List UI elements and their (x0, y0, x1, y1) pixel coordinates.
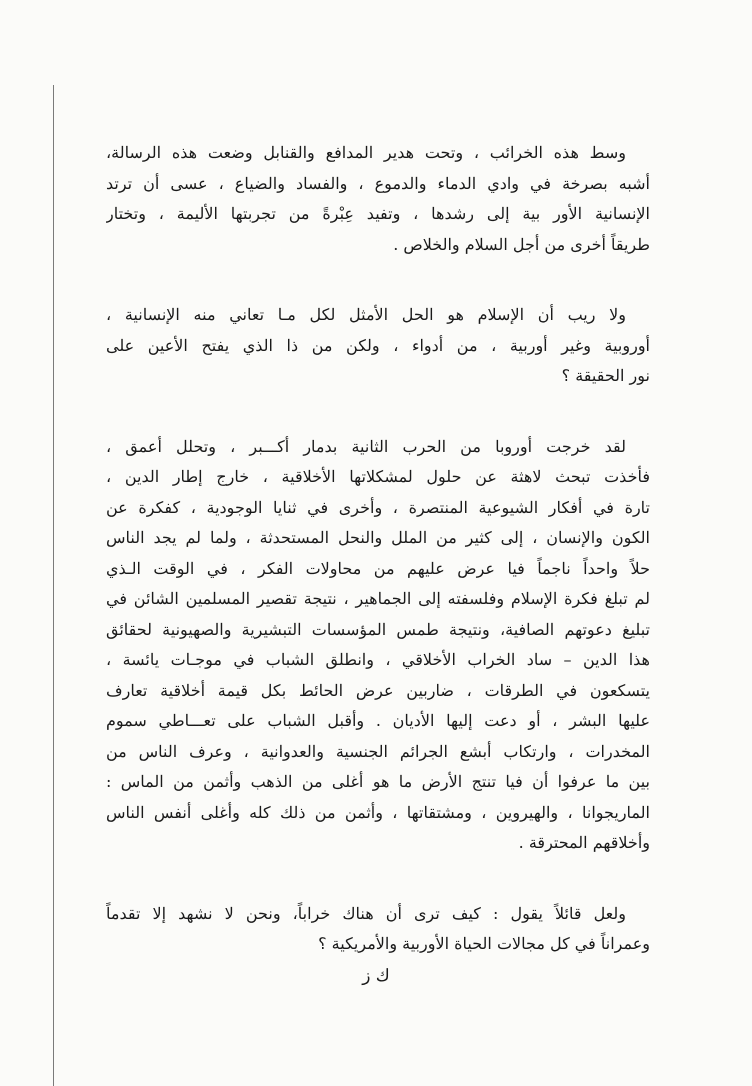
text-line: أوروبية وغير أوربية ، من أدواء ، ولكن من ذا الذي يفتح الأعين على (106, 335, 650, 355)
text-line: تارة في أفكار الشيوعية المنتصرة ، وأخرى في ثنايا الوجودية ، كفكرة عن (106, 497, 650, 517)
text-line: طريقاً أخرى من أجل السلام والخلاص . (393, 234, 650, 254)
text-line: نور الحقيقة ؟ (561, 366, 650, 385)
text-line: ولا ريب أن الإسلام هو الحل الأمثل لكل مـا تعاني منه الإنسانية ، (106, 305, 626, 324)
text-line: وعمراناً في كل مجالات الحياة الأوربية والأمريكية ؟ (318, 934, 650, 953)
text-line: فأخذت تبحث لاهثة عن حلول لمشكلاتها الأخلاقية ، خارج إطار الدين ، (106, 467, 650, 486)
paragraph-3 (106, 432, 650, 859)
text-line: المخدرات ، وارتكاب أبشع الجرائم الجنسية والعدوانية ، وعرف الناس من (106, 741, 650, 761)
text-line: تبليغ دعوتهم الصافية، ونتيجة طمس المؤسسات التبشيرية والصهيونية لحقائق (106, 619, 650, 639)
text-line: الإنسانية الأور بية إلى رشدها ، وتفيد عِبْرةً من تجربتها الأليمة ، وتختار (106, 204, 650, 223)
text-line: أشبه بصرخة في وادي الدماء والدموع ، والفساد والضياع ، عسى أن ترتد (106, 173, 650, 193)
paragraph-1 (106, 138, 650, 260)
paragraph-4 (106, 899, 650, 960)
text-line: وسط هذه الخرائب ، وتحت هدير المدافع والقنابل وضعت هذه الرسالة، (106, 143, 626, 162)
text-line: عليها البشر ، أو دعت إليها الأديان . وأقبل الشباب على تعـــاطي سموم (106, 711, 650, 730)
text-line: الماريجوانا ، والهيروين ، ومشتقاتها ، وأثمن من ذلك كله وأغلى أنفس الناس (106, 802, 650, 822)
text-line: لقد خرجت أوروبا من الحرب الثانية بدمار أكـــبر ، وتحلل أعمق ، (106, 436, 626, 456)
text-line: ولعل قائلاً يقول : كيف ترى أن هناك خراباً، ونحن لا نشهد إلا تقدماً (106, 903, 626, 923)
text-line: هذا الدين – ساد الخراب الأخلاقي ، وانطلق الشباب في موجـات يائسة ، (106, 650, 650, 669)
paragraph-2 (106, 300, 650, 392)
text-line: يتسكعون في الطرقات ، ضاربين عرض الحائط بكل قيمة أخلاقية تعارف (106, 680, 650, 700)
text-line: حلاً واحداً ناجماً فيا عرض عليهم من محاولات الفكر ، في الوقت الـذي (106, 558, 650, 578)
page-number: ك ز (362, 966, 390, 986)
text-line: الكون والإنسان ، إلى كثير من الملل والنحل المستحدثة ، ولما لم يجد الناس (106, 528, 650, 547)
document-page (106, 138, 650, 1000)
scan-page-edge (53, 85, 54, 1086)
text-line: وأخلاقهم المحترقة . (518, 833, 650, 852)
text-line: بين ما عرفوا أن فيا تنتج الأرض ما هو أغلى من الذهب وأثمن من الماس : (106, 772, 650, 791)
text-line: لم تبلغ فكرة الإسلام وفلسفته إلى الجماهير ، نتيجة تقصير المسلمين الشائن في (106, 589, 650, 608)
